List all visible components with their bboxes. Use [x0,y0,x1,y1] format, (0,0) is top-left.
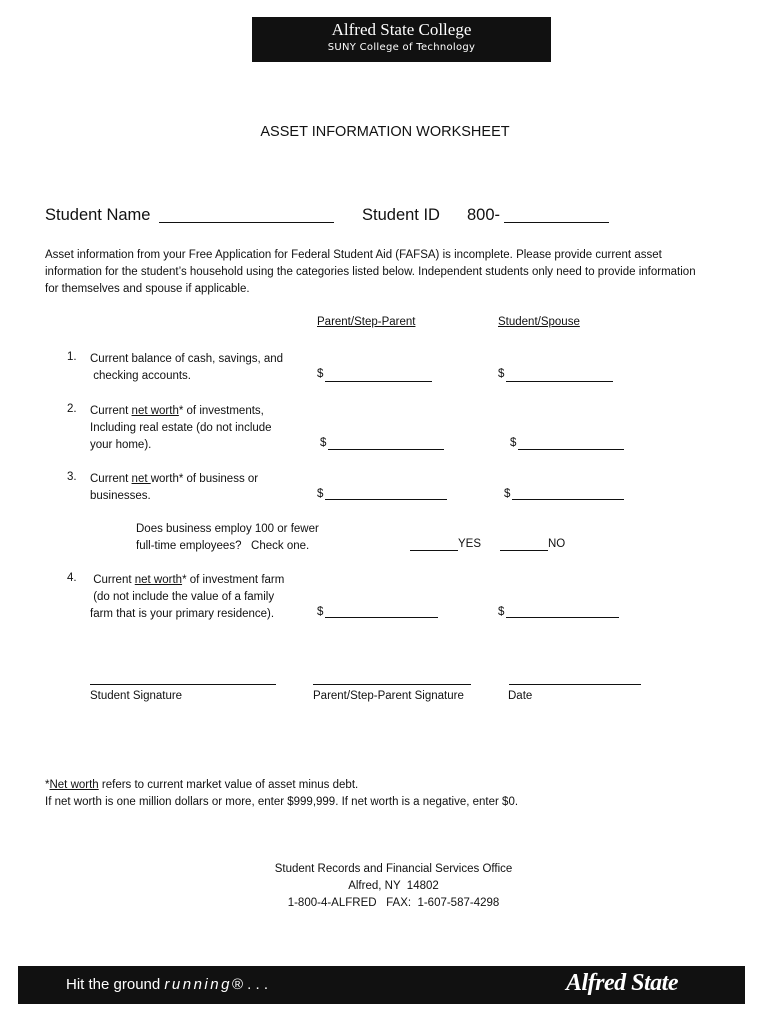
column-header-parent: Parent/Step-Parent [317,316,416,328]
student-name-label: Student Name [45,206,151,224]
office-line: Student Records and Financial Services Office [274,863,513,875]
item-number: 2. [67,403,77,415]
item-line: Current balance of cash, savings, and [90,353,284,365]
dollar-sign: $ [317,368,324,380]
business-question-line: full-time employees? Check one. [136,540,310,552]
intro-paragraph [45,247,696,298]
item-number: 1. [67,351,77,363]
item-line: your home). [90,439,152,451]
item-2-student-field[interactable] [518,449,624,450]
item-line: checking accounts. [90,370,192,382]
alfred-state-logo: Alfred State [566,970,678,996]
item-line: Current net worth* of investments, [90,405,264,417]
dollar-sign: $ [317,488,324,500]
item-line: Current net worth* of business or [90,473,259,485]
student-id-field[interactable] [504,222,609,223]
note-line: *Net worth refers to current market value of asset minus debt. [45,779,359,791]
item-1-parent-field[interactable] [325,381,432,382]
student-signature-label: Student Signature [90,690,183,702]
item-2-parent-field[interactable] [328,449,444,450]
item-3-text [90,471,258,505]
page-title: ASSET INFORMATION WORKSHEET [260,124,510,140]
intro-line: Asset information from your Free Application for Federal Student Aid (FAFSA) is incomplete. Please provide current asset [45,249,662,261]
dollar-sign: $ [498,606,505,618]
student-signature-line[interactable] [90,684,276,685]
date-label: Date [508,690,533,702]
item-line: businesses. [90,490,151,502]
column-header-student: Student/Spouse [498,316,580,328]
office-address [0,861,770,912]
item-line: Including real estate (do not include [90,422,272,434]
dollar-sign: $ [510,437,517,449]
parent-signature-label: Parent/Step-Parent Signature [313,690,464,702]
yes-check-field[interactable] [410,550,458,551]
item-4-student-field[interactable] [506,617,619,618]
note-line: If net worth is one million dollars or more, enter $999,999. If net worth is a negative, enter $0. [45,796,519,808]
item-4-text [90,572,284,623]
student-id-prefix: 800- [467,206,501,224]
office-line: 1-800-4-ALFRED FAX: 1-607-587-4298 [287,897,500,909]
student-name-field[interactable] [159,222,334,223]
dollar-sign: $ [317,606,324,618]
item-number: 4. [67,572,77,584]
footer-banner [18,966,745,1004]
item-line: farm that is your primary residence). [90,608,275,620]
date-line[interactable] [509,684,641,685]
parent-signature-line[interactable] [313,684,471,685]
item-1-text [90,351,283,385]
item-4-parent-field[interactable] [325,617,438,618]
item-number: 3. [67,471,77,483]
business-question [136,521,319,555]
item-3-student-field[interactable] [512,499,624,500]
student-id-label: Student ID [362,206,440,224]
office-line: Alfred, NY 14802 [348,880,439,892]
yes-label: YES [458,538,482,550]
dollar-sign: $ [320,437,327,449]
college-subtitle: SUNY College of Technology [327,42,476,53]
no-check-field[interactable] [500,550,548,551]
college-header [252,17,551,62]
item-2-text [90,403,272,454]
dollar-sign: $ [498,368,505,380]
no-label: NO [548,538,566,550]
college-name: Alfred State College [331,20,472,39]
business-question-line: Does business employ 100 or fewer [136,523,319,535]
intro-line: information for the student’s household using the categories listed below. Independent students only need to provide information [45,266,696,278]
item-line: Current net worth* of investment farm [90,574,285,586]
footer-slogan: Hit the ground running® . . . [66,976,269,993]
net-worth-note [45,777,518,811]
dollar-sign: $ [504,488,511,500]
item-1-student-field[interactable] [506,381,613,382]
item-line: (do not include the value of a family [90,591,275,603]
item-3-parent-field[interactable] [325,499,447,500]
intro-line: for themselves and spouse if applicable. [45,283,250,295]
